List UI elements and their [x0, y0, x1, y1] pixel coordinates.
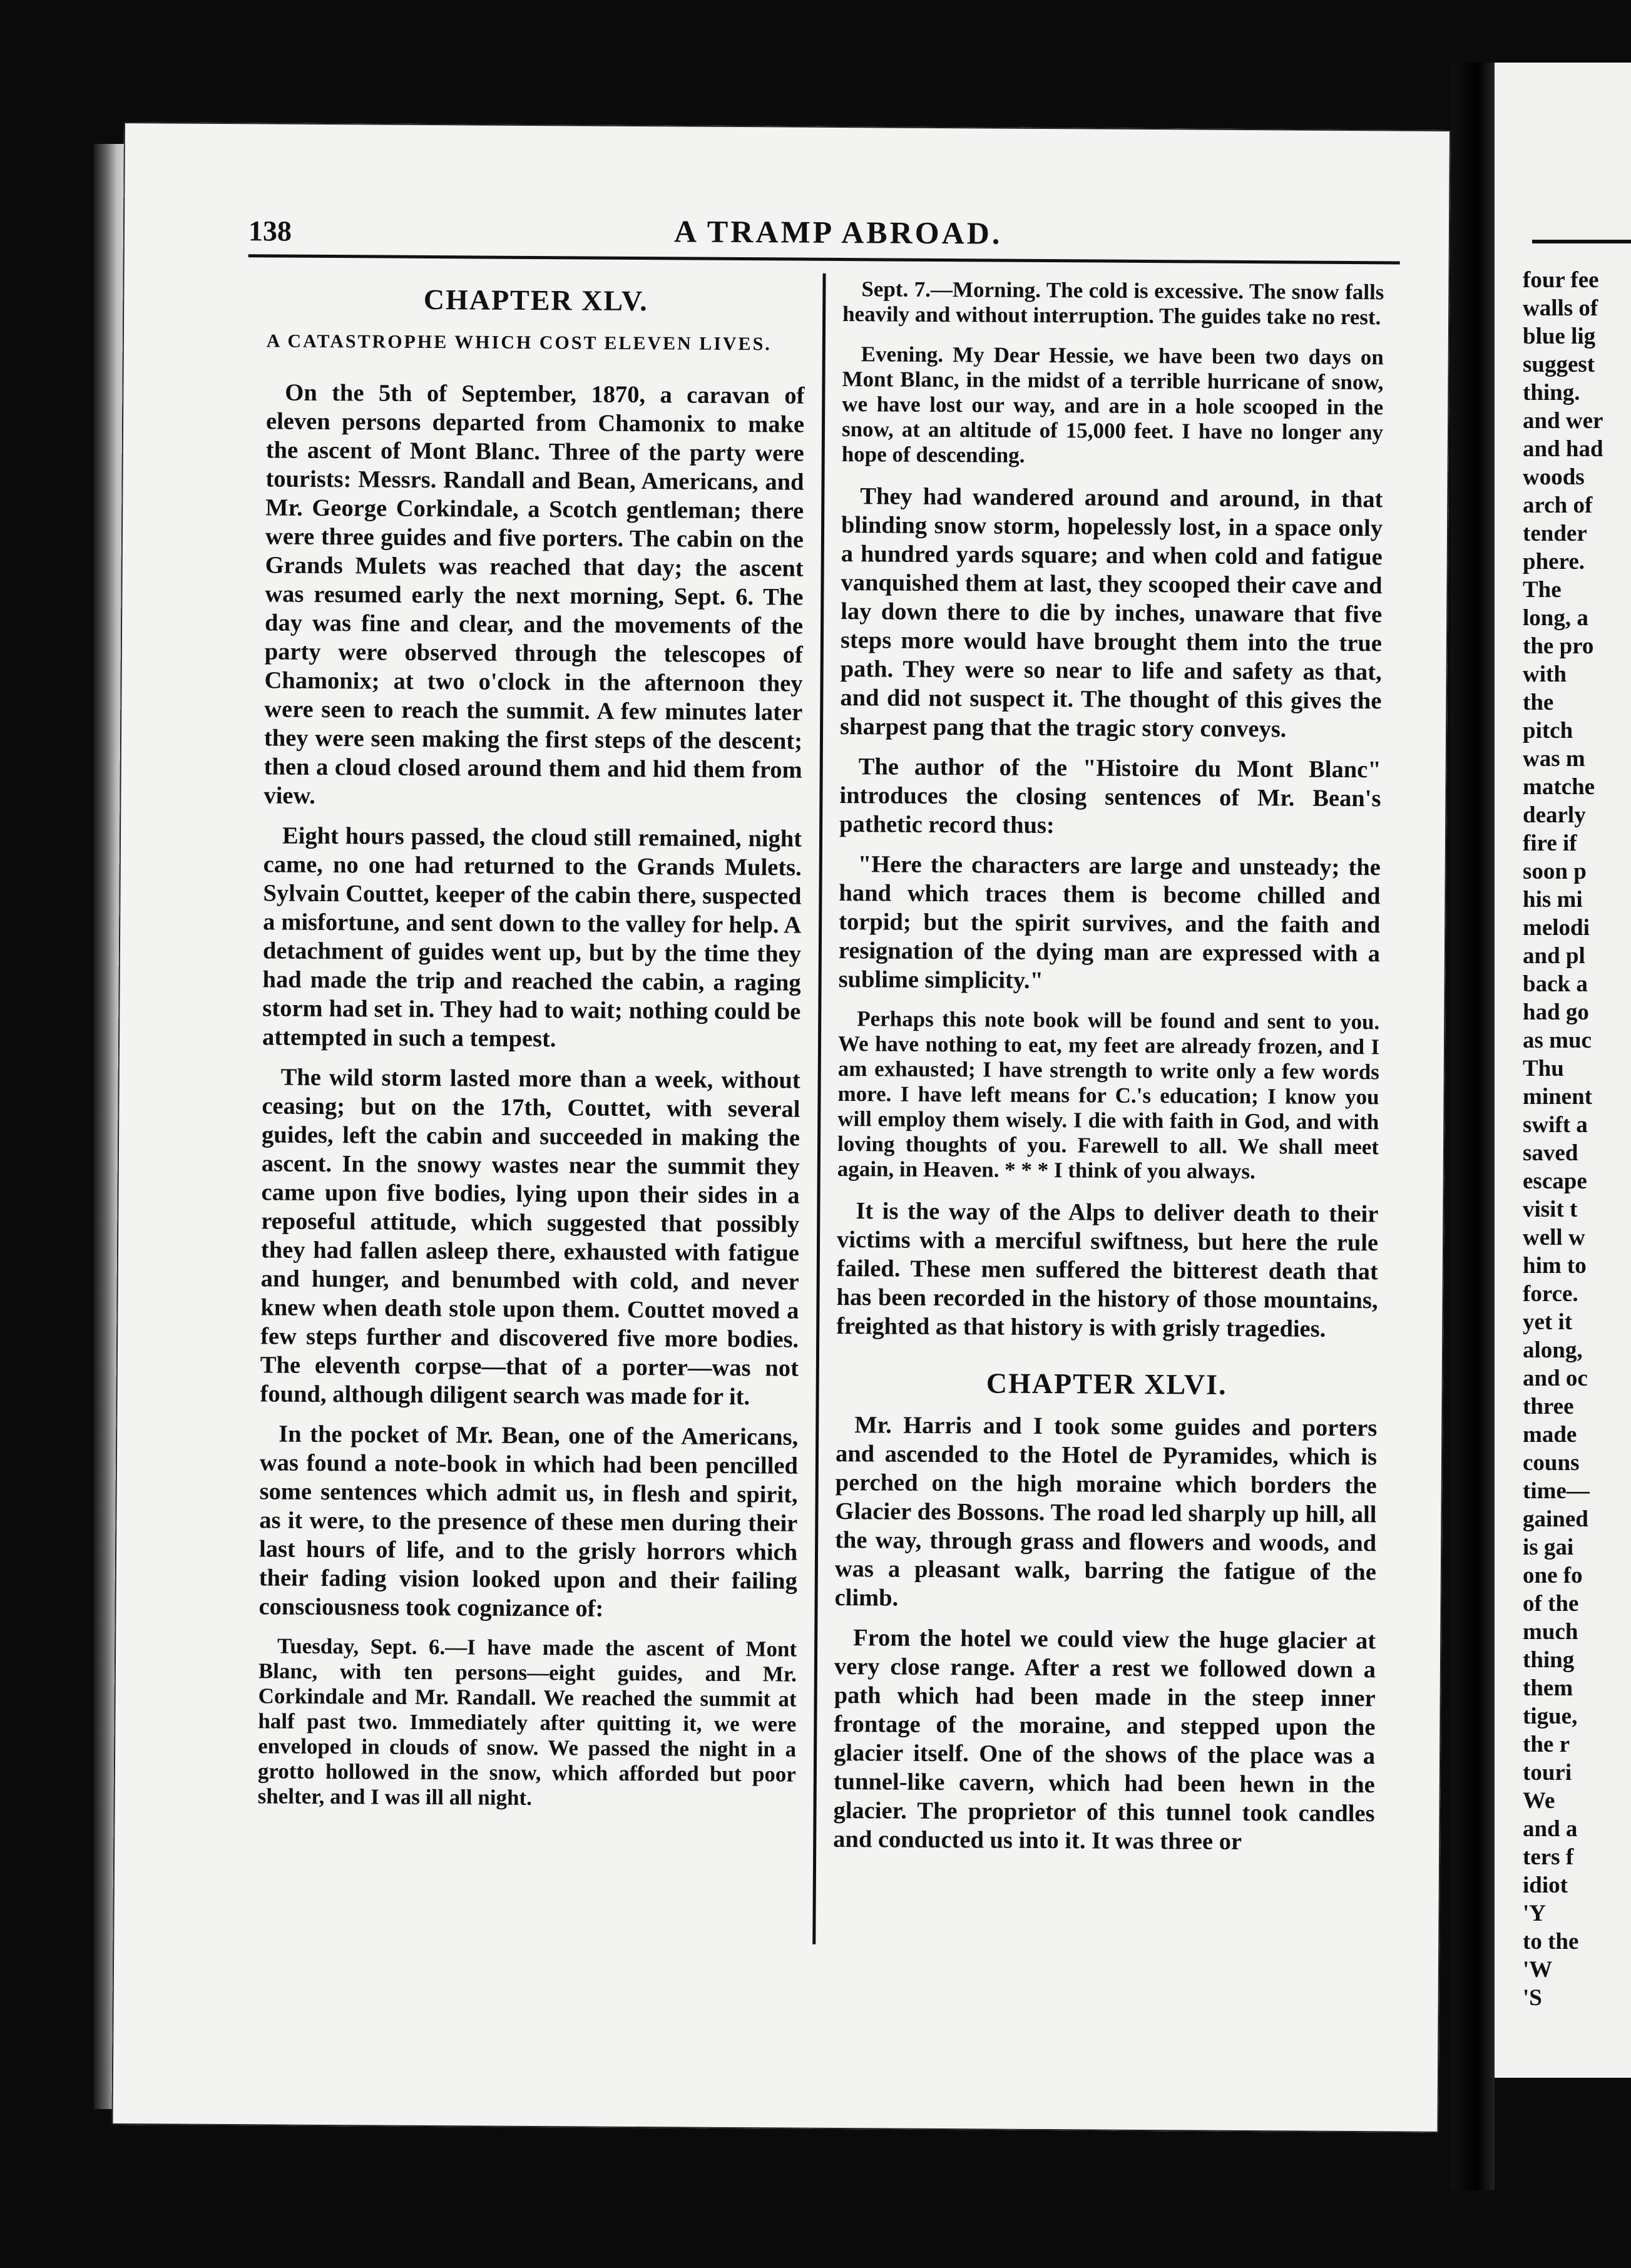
facing-page-line: time— — [1523, 1478, 1590, 1504]
paragraph: "Here the characters are large and unsteady; the hand which traces them is become chilled and torpid; but the spirit survives, and the faith and resignation of the dying man are expressed with a sublime simplicity." — [838, 851, 1381, 994]
facing-page-line: melodi — [1523, 915, 1590, 941]
page-number: 138 — [248, 215, 292, 247]
facing-page-line: them — [1523, 1675, 1573, 1701]
facing-page-line: touri — [1523, 1760, 1572, 1785]
facing-page-line: force. — [1523, 1281, 1578, 1307]
left-column — [257, 273, 805, 1827]
facing-page-line: made — [1523, 1422, 1577, 1448]
facing-page-line: blue lig — [1523, 324, 1596, 349]
facing-page-line: the r — [1523, 1732, 1570, 1757]
right-column — [833, 277, 1384, 1868]
facing-page-line: idiot — [1523, 1872, 1568, 1898]
paragraph: Mr. Harris and I took some guides and porters and ascended to the Hotel de Pyramides, which is perched on the high moraine which borders the Glacier des Bossons. The road led sharply up hill, all the way, through grass and flowers and woods, and was a pleasant walk, barring the fatigue of the climb. — [834, 1412, 1378, 1612]
chapter-subheading: A CATASTROPHE WHICH COST ELEVEN LIVES. — [266, 330, 772, 355]
facing-page-line: with — [1523, 662, 1567, 687]
facing-page-line: saved — [1523, 1140, 1578, 1166]
facing-page-line: soon p — [1523, 859, 1587, 884]
facing-page-line: The — [1523, 577, 1562, 603]
facing-page-line: four fee — [1523, 267, 1599, 293]
facing-page-line: one fo — [1523, 1563, 1583, 1588]
facing-page-line: and a — [1523, 1816, 1578, 1842]
header-rule — [248, 254, 1400, 264]
facing-page-line: swift a — [1523, 1112, 1588, 1138]
facing-page-line: couns — [1523, 1450, 1580, 1476]
facing-page-line: is gai — [1523, 1535, 1574, 1560]
notebook-quote: Sept. 7.—Morning. The cold is excessive. The snow falls heavily and without interruption. The guides take no rest. — [842, 277, 1384, 330]
paragraph: In the pocket of Mr. Bean, one of the Americans, was found a note-book in which had been pencilled some sentences which admit us, in flesh and spirit, as it were, to the presence of these men during their last hours of life, and to the grisly horrors which their fading vision looked upon and their failing consciousness took cognizance of: — [258, 1421, 799, 1622]
facing-page-line: his mi — [1523, 887, 1583, 912]
facing-page-line: three — [1523, 1394, 1574, 1419]
column-divider — [812, 273, 826, 1944]
facing-page-line: thing. — [1523, 380, 1580, 406]
book-gutter — [1451, 63, 1495, 2190]
facing-page-line: escape — [1523, 1168, 1587, 1194]
facing-page-line: well w — [1523, 1225, 1585, 1250]
chapter-title: CHAPTER XLVI. — [986, 1367, 1227, 1401]
facing-page-line: thing — [1523, 1647, 1575, 1673]
facing-page-line: woods — [1523, 464, 1585, 490]
facing-page-line: and pl — [1523, 943, 1585, 969]
facing-page-line: was m — [1523, 746, 1585, 772]
facing-page-line: matche — [1523, 774, 1595, 800]
facing-page-line: Thu — [1523, 1056, 1564, 1081]
paragraph: From the hotel we could view the huge glacier at very close range. After a rest we followed down a path which had been made in the steep inner frontage of the moraine, and stepped upon the glacier itself. One of the shows of the place was a tunnel-like cavern, which had been hewn in the glacier. The proprietor of this tunnel took candles and conducted us into it. It was three or — [833, 1625, 1376, 1855]
facing-page-line: gained — [1523, 1506, 1588, 1532]
facing-page-head-rule — [1532, 240, 1631, 243]
facing-page-line: 'W — [1523, 1957, 1553, 1983]
notebook-quote: Perhaps this note book will be found and sent to you. We have nothing to eat, my feet are already frozen, and I am exhausted; I have strength to write only a few words more. I have left means for C.'s education; I know you will employ them wisely. I die with faith in God, and with loving thoughts of you. Farewell to all. We shall meet again, in Heaven. * * * I think of you always. — [837, 1006, 1380, 1184]
facing-page-line: long, a — [1523, 605, 1588, 631]
facing-page-line: back a — [1523, 971, 1588, 997]
paragraph: The wild storm lasted more than a week, without ceasing; but on the 17th, Couttet, with several guides, left the cabin and succeeded in making the ascent. In the snowy wastes near the summit they came upon five bodies, lying upon their sides in a reposeful attitude, which suggested that possibly they had fallen asleep there, exhausted with fatigue and hunger, and benumbed with cold, and never knew when death stole upon them. Couttet moved a few steps further and discovered five more bodies. The eleventh corpse—that of a porter—was not found, although diligent search was made for it. — [260, 1064, 800, 1411]
facing-page-line: along, — [1523, 1337, 1583, 1363]
facing-page-line: had go — [1523, 999, 1589, 1025]
facing-page-line: suggest — [1523, 352, 1595, 377]
facing-page-line: arch of — [1523, 493, 1593, 518]
facing-page-line: We — [1523, 1788, 1555, 1814]
paragraph: It is the way of the Alps to deliver death to their victims with a merciful swiftness, but here the rule failed. These men suffered the bitterest death that has been recorded in the history of those mountains, freighted as that history is with grisly tragedies. — [836, 1198, 1379, 1342]
facing-page-line: pitch — [1523, 718, 1573, 743]
paragraph: They had wandered around and around, in that blinding snow storm, hopelessly lost, in a space only a hundred yards square; and when cold and fatigue vanquished them at last, they scooped their cave and lay down there to die by inches, unaware that five steps more would have brought them into the true path. They were so near to life and safety as that, and did not suspect it. The thought of this gives the sharpest pang that the tragic story conveys. — [839, 483, 1383, 743]
paragraph: Eight hours passed, the cloud still remained, night came, no one had returned to the Grands Mulets. Sylvain Couttet, keeper of the cabin there, suspected a misfortune, and sent down to the valley for help. A detachment of guides went up, but by the time they had made the trip and reached the cabin, a raging storm had set in. They had to wait; nothing could be attempted in such a tempest. — [262, 822, 802, 1053]
facing-page-line: and wer — [1523, 408, 1603, 434]
facing-page-line: phere. — [1523, 549, 1585, 575]
running-head: A TRAMP ABROAD. — [673, 213, 1003, 251]
paragraph: The author of the "Histoire du Mont Blanc" introduces the closing sentences of Mr. Bean's pathetic record thus: — [839, 753, 1381, 839]
facing-page-line: 'Y — [1523, 1901, 1546, 1926]
facing-page-line: 'S — [1523, 1985, 1542, 2011]
facing-page-line: him to — [1523, 1253, 1587, 1279]
facing-page-line: the pro — [1523, 633, 1594, 659]
notebook-quote: Tuesday, Sept. 6.—I have made the ascent of Mont Blanc, with ten persons—eight guides, and Mr. Corkindale and Mr. Randall. We reached the summit at half past two. Immediately after quitting it, we were enveloped in clouds of snow. We passed the night in a grotto hollowed in the snow, which afforded but poor shelter, and I was ill all night. — [257, 1633, 797, 1811]
book-page — [111, 122, 1451, 2133]
facing-page-line: yet it — [1523, 1309, 1573, 1335]
facing-page-line: and had — [1523, 436, 1603, 462]
chapter-title: CHAPTER XLV. — [423, 283, 648, 317]
facing-page-line: tigue, — [1523, 1704, 1578, 1729]
facing-page-line: to the — [1523, 1929, 1579, 1954]
notebook-quote: Evening. My Dear Hessie, we have been two days on Mont Blanc, in the midst of a terrible hurricane of snow, we have lost our way, and are in a hole scooped in the snow, at an altitude of 15,000 feet. I have no longer any hope of descending. — [841, 342, 1384, 467]
facing-page-line: fire if — [1523, 830, 1577, 856]
paragraph: On the 5th of September, 1870, a caravan of eleven persons departed from Chamonix to make the ascent of Mont Blanc. Three of the party were tourists: Messrs. Randall and Bean, Americans, and Mr. George Corkindale, a Scotch gentleman; there were three guides and five porters. The cabin on the Grands Mulets was reached that day; the ascent was resumed early the next morning, Sept. 6. The day was fine and clear, and the movements of the party were observed through the telescopes of Chamonix; at two o'clock in the afternoon they were seen to reach the summit. A few minutes later they were seen making the first steps of the descent; then a cloud closed around them and hid them from view. — [263, 379, 805, 809]
facing-page-line: the — [1523, 690, 1554, 715]
facing-page-line: of the — [1523, 1591, 1579, 1617]
facing-page-line: and oc — [1523, 1366, 1588, 1391]
facing-page-line: walls of — [1523, 295, 1598, 321]
facing-page-line: visit t — [1523, 1197, 1578, 1222]
facing-page-line: much — [1523, 1619, 1578, 1645]
facing-page-fragment — [1495, 63, 1631, 2078]
facing-page-line: ters f — [1523, 1844, 1574, 1870]
facing-page-line: minent — [1523, 1084, 1592, 1110]
facing-page-line: as muc — [1523, 1028, 1592, 1053]
facing-page-line: dearly — [1523, 802, 1586, 828]
facing-page-line: tender — [1523, 521, 1587, 546]
